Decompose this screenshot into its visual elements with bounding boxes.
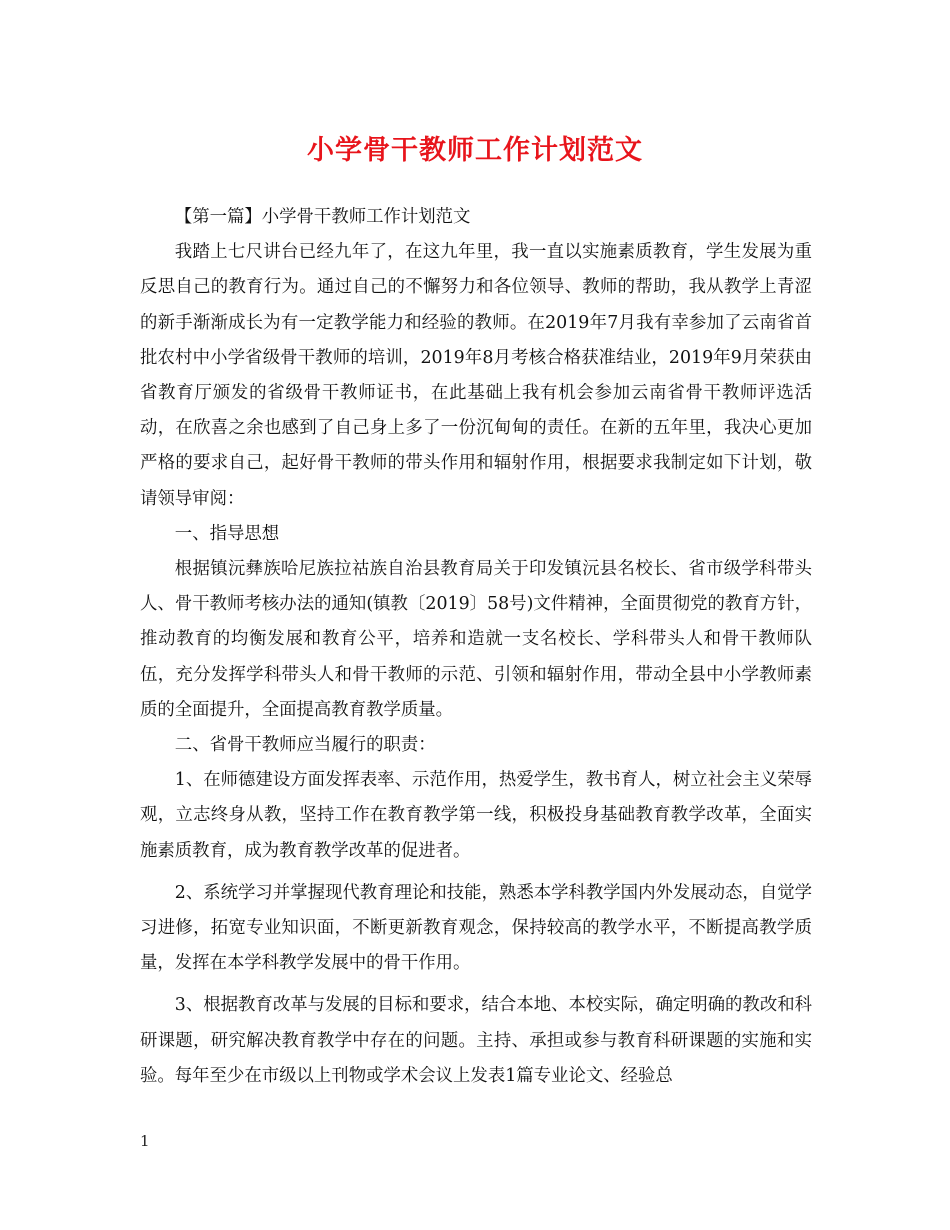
document-body <box>140 200 812 1094</box>
paragraph-duty-3: 3、根据教育改革与发展的目标和要求，结合本地、本校实际，确定明确的教改和科研课题，研究解决教育教学中存在的问题。主持、承担或参与教育科研课题的实施和实验。每年至少在市级以上刊物或学术会议上发表1篇专业论文、经验总 <box>140 995 812 1086</box>
page-number: 1 <box>140 1132 150 1150</box>
document-title: 小学骨干教师工作计划范文 <box>307 135 643 166</box>
section-heading-duties: 二、省骨干教师应当履行的职责： <box>174 735 436 756</box>
paragraph-duty-2: 2、系统学习并掌握现代教育理论和技能，熟悉本学科教学国内外发展动态，自觉学习进修，拓宽专业知识面，不断更新教育观念，保持较高的教学水平，不断提高教学质量，发挥在本学科教学发展中的骨干作用。 <box>140 882 812 974</box>
section-heading-guiding-ideology: 一、指导思想 <box>174 523 280 544</box>
paragraph-intro: 我踏上七尺讲台已经九年了，在这九年里，我一直以实施素质教育，学生发展为重反思自己的教育行为。通过自己的不懈努力和各位领导、教师的帮助，我从教学上青涩的新手渐渐成长为有一定教学能力和经验的教师。在2019年7月我有幸参加了云南省首批农村中小学省级骨干教师的培训，2019年8月考核合格获准结业，2019年9月荣获由省教育厅颁发的省级骨干教师证书，在此基础上我有机会参加云南省骨干教师评选活动，在欣喜之余也感到了自己身上多了一份沉甸甸的责任。在新的五年里，我决心更加严格的要求自己，起好骨干教师的带头作用和辐射作用，根据要求我制定如下计划，敬请领导审阅： <box>140 242 812 509</box>
paragraph-guiding-ideology: 根据镇沅彝族哈尼族拉祜族自治县教育局关于印发镇沅县名校长、省市级学科带头人、骨干教师考核办法的通知(镇教〔2019〕58号)文件精神，全面贯彻党的教育方针，推动教育的均衡发展和教育公平，培养和造就一支名校长、学科带头人和骨干教师队伍，充分发挥学科带头人和骨干教师的示范、引领和辐射作用，带动全县中小学教师素质的全面提升，全面提高教育教学质量。 <box>140 559 812 720</box>
paragraph-heading: 【第一篇】小学骨干教师工作计划范文 <box>174 207 471 227</box>
paragraph-duty-1: 1、在师德建设方面发挥表率、示范作用，热爱学生，教书育人，树立社会主义荣辱观，立志终身从教，坚持工作在教育教学第一线，积极投身基础教育教学改革，全面实施素质教育，成为教育教学改革的促进者。 <box>140 770 812 861</box>
